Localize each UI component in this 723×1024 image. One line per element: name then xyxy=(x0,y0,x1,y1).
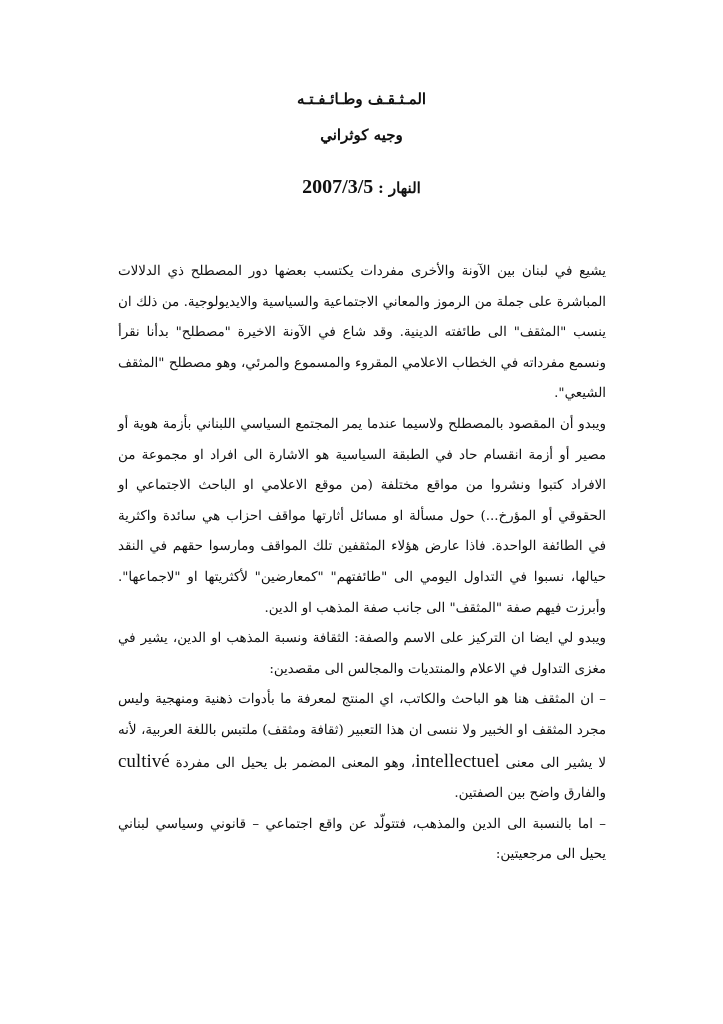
article-author: وجيه كوثراني xyxy=(320,126,403,144)
point-one-text-end: والفارق واضح بين الصفتين. xyxy=(454,786,606,802)
publication-date: 2007/3/5 xyxy=(302,176,374,198)
article-body xyxy=(118,257,606,871)
term-intellectuel: intellectuel xyxy=(415,750,500,772)
publication-line xyxy=(0,172,723,203)
point-one-text-start: – ان المثقف هنا هو الباحث والكاتب، اي المنتج لمعرفة ما بأدوات ذهنية ومنهجية وليس مجرد المثقف او الخبير ولا ننسى ان هذا التعبير (ثقافة ومثقف) ملتبس باللغة العربية، لأنه لا يشير الى معنى xyxy=(118,692,606,771)
paragraph-1: يشيع في لبنان بين الآونة والأخرى مفردات يكتسب بعضها دور المصطلح ذي الدلالات المباشرة على جملة من الرموز والمعاني الاجتماعية والسياسية والايديولوجية. من ذلك ان ينسب "المثقف" الى طائفته الدينية. وقد شاع في الآونة الاخيرة "مصطلح" بدأنا نقرأ ونسمع مفرداته في الخطاب الاعلامي المقروء والمسموع والمرئي، وهو مصطلح "المثقف الشيعي". xyxy=(118,264,606,402)
paragraph-point-one xyxy=(118,685,606,809)
term-cultive: cultivé xyxy=(118,750,170,772)
article-title: المـثـقـف وطـائـفـتـه xyxy=(296,90,427,108)
paragraph-3: ويبدو لي ايضا ان التركيز على الاسم والصفة: الثقافة ونسبة المذهب او الدين، يشير في مغزى التداول في الاعلام والمنتديات والمجالس الى مقصدين: xyxy=(118,631,606,677)
point-one-text-middle: ، وهو المعنى المضمر بل يحيل الى مفردة xyxy=(175,755,416,771)
paragraph-point-two: – اما بالنسبة الى الدين والمذهب، فتتولّد عن واقع اجتماعي – قانوني وسياسي لبناني يحيل الى مرجعيتين: xyxy=(118,816,606,863)
publication-label: النهار : xyxy=(378,179,421,197)
paragraph-2: ويبدو أن المقصود بالمصطلح ولاسيما عندما يمر المجتمع السياسي اللبناني بأزمة هوية أو مصير أو أزمة انقسام حاد في الطبقة السياسية هو الاشارة الى افراد او مجموعة من الافراد كتبوا ونشروا من مواقع مختلفة (من موقع الاعلامي او الباحث الاجتماعي او الحقوقي أو المؤرخ...) حول مسألة او مسائل أثارتها مواقف احزاب هي سائدة واكثرية في الطائفة الواحدة. فاذا عارض هؤلاء المثقفين تلك المواقف ومارسوا حقهم في النقد حيالها، نسبوا في التداول اليومي الى "طائفتهم" "كمعارضين" لأكثريتها او "لاجماعها". وأبرزت فيهم صفة "المثقف" الى جانب صفة المذهب او الدين. xyxy=(118,416,606,616)
article-header xyxy=(0,86,723,203)
